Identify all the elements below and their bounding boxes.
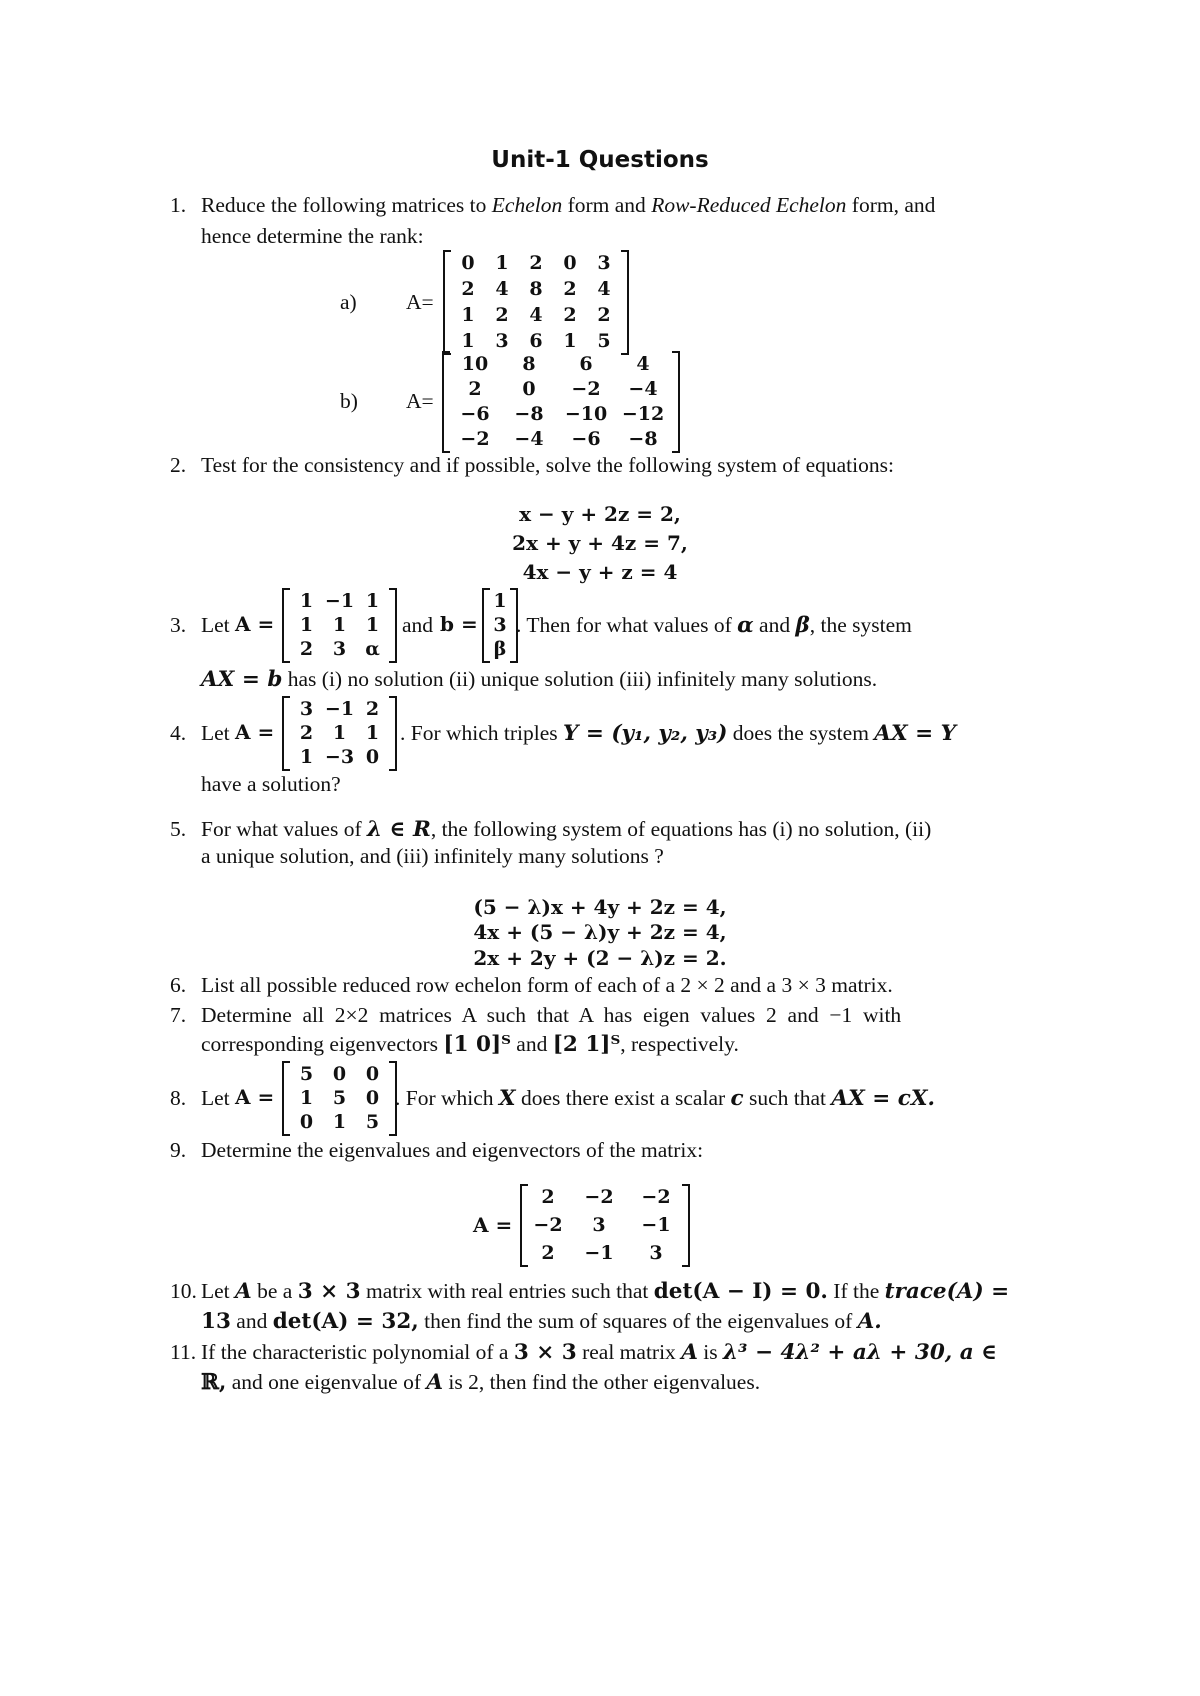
matrix-cell: 1 [461, 304, 475, 326]
matrix-cell: 1 [495, 252, 509, 274]
matrix-cell: −2 [533, 1214, 563, 1236]
matrix-cell: 1 [365, 614, 380, 636]
matrix-cell: 4 [636, 353, 650, 375]
matrix-cell: 8 [522, 353, 536, 375]
matrix-cell: 2 [495, 304, 509, 326]
matrix-cell: −2 [460, 428, 490, 450]
matrix-cell: −6 [571, 428, 601, 450]
matrix-cell: 0 [365, 1087, 380, 1109]
q3-and: and [402, 613, 434, 637]
matrix-cell: −4 [514, 428, 544, 450]
q3-let: Let [201, 613, 230, 637]
matrix-cell: 1 [299, 1087, 314, 1109]
matrix-q1a [451, 254, 621, 351]
q1-b-equals: A= [406, 389, 434, 413]
matrix-cell: −1 [641, 1214, 671, 1236]
matrix-cell: 1 [299, 614, 314, 636]
matrix-q8-A [290, 1065, 389, 1132]
matrix-cell: −2 [641, 1186, 671, 1208]
q6-number: 6. [170, 973, 187, 997]
matrix-cell: 3 [299, 698, 314, 720]
q1-a-label: a) [340, 290, 357, 314]
matrix-cell: 1 [332, 1111, 347, 1133]
q2-equation-2: 2x + y + 4z = 7, [512, 531, 688, 555]
q1-number: 1. [170, 193, 187, 217]
q1-line1: Reduce the following matrices to Echelon form and Row-Reduced Echelon form, and [201, 193, 936, 217]
matrix-cell: 2 [299, 722, 314, 744]
q2-equation-1: x − y + 2z = 2, [519, 502, 681, 526]
q2-text: Test for the consistency and if possible, solve the following system of equations: [201, 453, 894, 477]
q8-A-equals: A = [235, 1085, 275, 1109]
matrix-q1b [450, 355, 672, 449]
q2-equation-3: 4x − y + z = 4 [522, 560, 678, 584]
q3-text1: . Then for what values of α and β, the system [516, 613, 912, 638]
q3-A-equals: A = [235, 612, 275, 636]
q3-b-equals: b = [440, 612, 478, 636]
matrix-cell: 2 [541, 1186, 555, 1208]
matrix-cell: 5 [597, 330, 611, 352]
matrix-q9-A [528, 1188, 682, 1263]
matrix-cell: 3 [592, 1214, 606, 1236]
q8-let: Let [201, 1086, 230, 1110]
matrix-cell: 0 [522, 378, 536, 400]
page-title: Unit-1 Questions [491, 147, 709, 173]
matrix-cell: −4 [628, 378, 658, 400]
vector-q3-b [490, 592, 510, 659]
matrix-cell: 1 [493, 590, 507, 612]
q9-A-equals: A = [473, 1213, 513, 1237]
q3-number: 3. [170, 613, 187, 637]
matrix-cell: −1 [324, 698, 355, 720]
matrix-cell: 1 [332, 614, 347, 636]
matrix-q4-A [290, 700, 389, 767]
matrix-cell: 1 [299, 590, 314, 612]
matrix-cell: 4 [597, 278, 611, 300]
q8-text: . For which X does there exist a scalar c such that AX = cX. [395, 1086, 935, 1111]
q11-line1: If the characteristic polynomial of a 3 × 3 real matrix A is λ³ − 4λ² + aλ + 30, a ∈ [201, 1340, 998, 1365]
matrix-cell: −1 [584, 1242, 614, 1264]
matrix-cell: −8 [514, 403, 544, 425]
q7-number: 7. [170, 1003, 187, 1027]
q5-number: 5. [170, 817, 187, 841]
q1-a-equals: A= [406, 290, 434, 314]
q4-number: 4. [170, 721, 187, 745]
q6-text: List all possible reduced row echelon form of each of a 2 × 2 and a 3 × 3 matrix. [201, 973, 893, 997]
matrix-cell: 6 [579, 353, 593, 375]
matrix-cell: 6 [529, 330, 543, 352]
q7-line1: Determine all 2×2 matrices A such that A has eigen values 2 and −1 with [201, 1003, 902, 1027]
matrix-cell: 2 [563, 304, 577, 326]
matrix-cell: 10 [461, 353, 489, 375]
matrix-cell: 1 [299, 746, 314, 768]
matrix-cell: 3 [493, 614, 507, 636]
matrix-cell: 0 [299, 1111, 314, 1133]
matrix-cell: α [365, 638, 380, 660]
q8-number: 8. [170, 1086, 187, 1110]
matrix-cell: 2 [541, 1242, 555, 1264]
matrix-cell: −1 [324, 590, 355, 612]
q9-number: 9. [170, 1138, 187, 1162]
matrix-cell: −10 [564, 403, 608, 425]
matrix-cell: 0 [461, 252, 475, 274]
matrix-cell: 1 [332, 722, 347, 744]
matrix-cell: −6 [460, 403, 490, 425]
matrix-cell: 5 [299, 1063, 314, 1085]
matrix-cell: 8 [529, 278, 543, 300]
matrix-cell: −3 [324, 746, 355, 768]
matrix-cell: −12 [621, 403, 665, 425]
q9-text: Determine the eigenvalues and eigenvectors of the matrix: [201, 1138, 704, 1162]
q5-equation-2: 4x + (5 − λ)y + 2z = 4, [473, 920, 727, 944]
matrix-cell: 1 [365, 590, 380, 612]
matrix-cell: 1 [365, 722, 380, 744]
q5-equation-3: 2x + 2y + (2 − λ)z = 2. [473, 946, 727, 970]
matrix-cell: 2 [529, 252, 543, 274]
q4-let: Let [201, 721, 230, 745]
matrix-cell: −2 [584, 1186, 614, 1208]
q5-line2: a unique solution, and (iii) infinitely many solutions ? [201, 844, 664, 868]
matrix-cell: 2 [563, 278, 577, 300]
q10-line1: Let A be a 3 × 3 matrix with real entries such that det(A − I) = 0. If the trace(A) = [201, 1279, 1010, 1304]
matrix-cell: 0 [365, 746, 380, 768]
matrix-cell: 0 [332, 1063, 347, 1085]
q3-line2: AX = b has (i) no solution (ii) unique solution (iii) infinitely many solutions. [201, 667, 878, 692]
q2-number: 2. [170, 453, 187, 477]
q1-b-label: b) [340, 389, 358, 413]
matrix-cell: 1 [461, 330, 475, 352]
matrix-cell: −2 [571, 378, 601, 400]
matrix-cell: 3 [597, 252, 611, 274]
q4-text1: . For which triples Y = (y₁, y₂, y₃) does the system AX = Y [400, 721, 956, 746]
matrix-cell: 0 [563, 252, 577, 274]
matrix-cell: 1 [563, 330, 577, 352]
matrix-cell: 3 [649, 1242, 663, 1264]
matrix-cell: −8 [628, 428, 658, 450]
q1-line2: hence determine the rank: [201, 224, 424, 248]
matrix-cell: 3 [332, 638, 347, 660]
q5-equation-1: (5 − λ)x + 4y + 2z = 4, [473, 895, 727, 919]
q10-number: 10. [170, 1279, 197, 1303]
q11-line2: ℝ, and one eigenvalue of A is 2, then find the other eigenvalues. [201, 1370, 761, 1395]
matrix-cell: 5 [365, 1111, 380, 1133]
matrix-cell: 2 [468, 378, 482, 400]
q10-line2: 13 and det(A) = 32, then find the sum of squares of the eigenvalues of A. [201, 1309, 882, 1334]
matrix-cell: 4 [529, 304, 543, 326]
matrix-cell: 2 [461, 278, 475, 300]
matrix-cell: 2 [299, 638, 314, 660]
matrix-cell: β [493, 638, 507, 660]
q5-line1: For what values of λ ∈ R, the following system of equations has (i) no solution, (ii) [201, 817, 932, 842]
q4-line2: have a solution? [201, 772, 341, 796]
q4-A-equals: A = [235, 720, 275, 744]
matrix-cell: 5 [332, 1087, 347, 1109]
matrix-cell: 4 [495, 278, 509, 300]
matrix-cell: 2 [597, 304, 611, 326]
q11-number: 11. [170, 1340, 197, 1364]
q7-line2: corresponding eigenvectors [1 0]ᵀ and [2 1]ᵀ, respectively. [201, 1032, 739, 1057]
matrix-cell: 2 [365, 698, 380, 720]
matrix-cell: 0 [365, 1063, 380, 1085]
matrix-cell: 3 [495, 330, 509, 352]
matrix-q3-A [290, 592, 389, 659]
